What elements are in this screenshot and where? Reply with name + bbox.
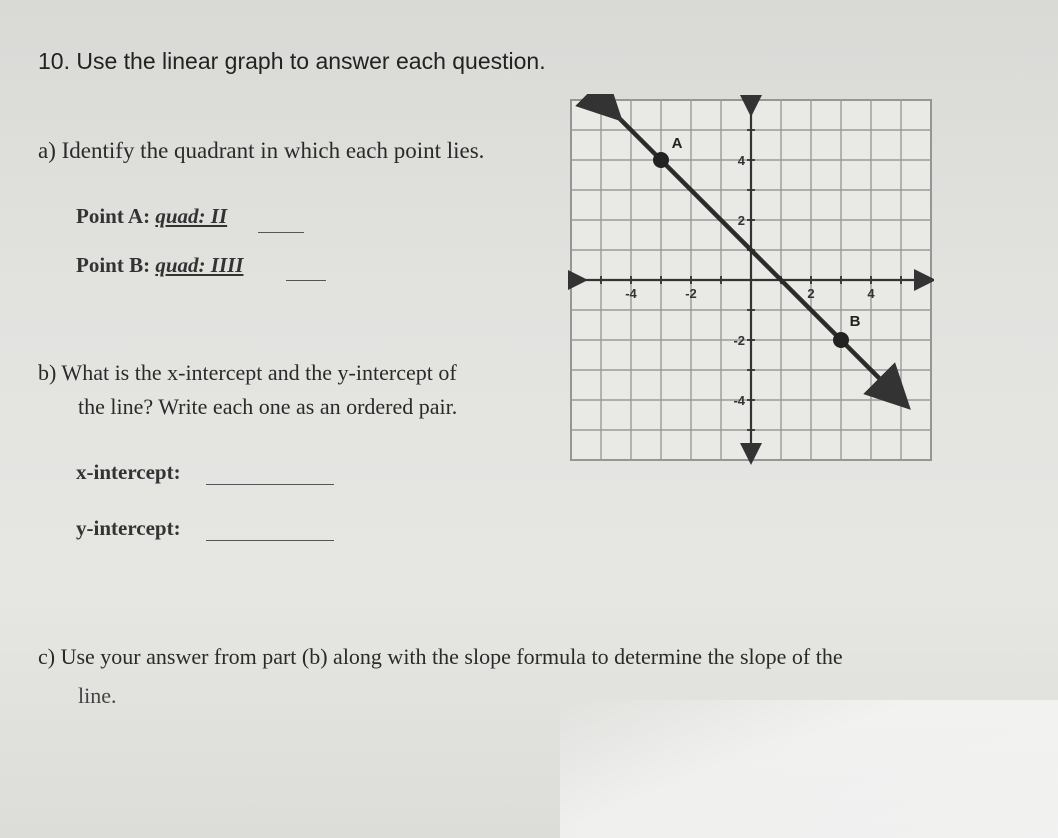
point-b-row	[76, 253, 243, 278]
point-a-answer: quad: II	[155, 204, 228, 228]
x-intercept-label: x-intercept:	[76, 460, 181, 484]
x-tick-label: 4	[867, 286, 875, 301]
point-b-dot	[833, 332, 849, 348]
part-a-prompt: a) Identify the quadrant in which each point lies.	[38, 138, 485, 163]
y-tick-label: -2	[733, 333, 745, 348]
point-b-answer: quad: IIII	[155, 253, 244, 277]
part-b-prompt-line1: b) What is the x-intercept and the y-intercept of	[38, 360, 457, 385]
point-b-label: Point B:	[76, 253, 151, 277]
point-a-row	[76, 204, 227, 229]
question-title: 10. Use the linear graph to answer each question.	[38, 48, 546, 74]
part-b-prompt-line2: the line? Write each one as an ordered pair.	[78, 394, 458, 419]
point-b-answer-line	[286, 280, 326, 281]
photo-glare	[560, 700, 1058, 838]
y-tick-label: -4	[733, 393, 745, 408]
point-a-label: Point A:	[76, 204, 151, 228]
point-b-label: B	[849, 313, 861, 330]
x-intercept-answer-line[interactable]	[206, 484, 334, 485]
point-a-answer-line	[258, 232, 304, 233]
y-intercept-label: y-intercept:	[76, 516, 181, 540]
x-tick-label: 2	[807, 286, 815, 301]
point-a-dot	[653, 152, 669, 168]
point-a-label: A	[671, 135, 683, 152]
x-tick-label: -2	[685, 286, 697, 301]
y-tick-label: 2	[737, 213, 745, 228]
y-tick-label: 4	[737, 153, 745, 168]
x-tick-label: -4	[625, 286, 637, 301]
part-c-prompt-line1: c) Use your answer from part (b) along with the slope formula to determine the slope of the	[38, 644, 843, 669]
y-intercept-answer-line[interactable]	[206, 540, 334, 541]
coordinate-graph	[568, 94, 934, 466]
part-c-prompt-line2: line.	[78, 683, 117, 708]
